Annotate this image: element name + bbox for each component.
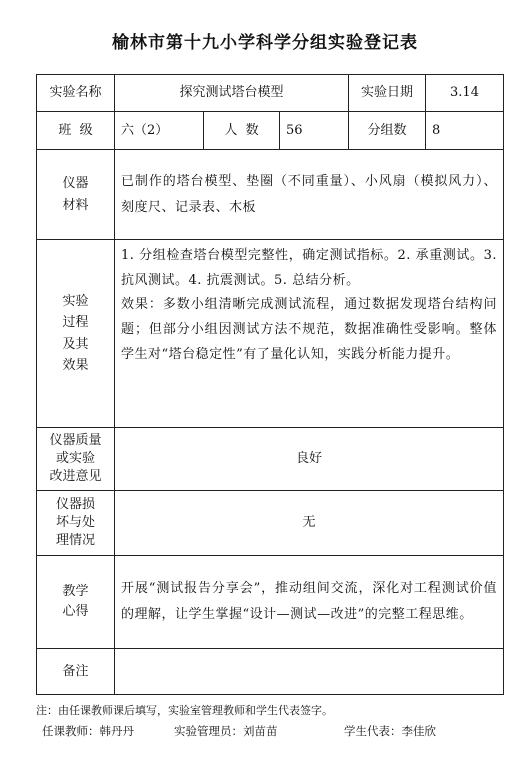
process-label-line1: 实验	[62, 293, 89, 309]
process-effect: 效果：多数小组清晰完成测试流程，通过数据发现塔台结构问题；但部分小组因测试方法不规范，数据准确性受影响。整体学生对“塔台稳定性”有了量化认知，实践分析能力提升。	[121, 297, 498, 362]
damage-value: 无	[115, 491, 504, 556]
remarks-label: 备注	[37, 649, 115, 695]
registration-table	[36, 74, 504, 695]
process-label-line3: 及其	[62, 336, 89, 352]
remarks-value	[115, 649, 504, 695]
materials-label	[37, 150, 115, 240]
manager-signature: 实验管理员：刘苗苗	[174, 724, 278, 738]
row-quality	[37, 428, 504, 491]
row-damage	[37, 491, 504, 556]
quality-label	[37, 428, 115, 491]
quality-value: 良好	[115, 428, 504, 491]
teacher-signature: 任课教师：韩丹丹	[42, 724, 134, 738]
damage-label	[37, 491, 115, 556]
people-label: 人 数	[204, 112, 280, 150]
experiment-name-label: 实验名称	[37, 75, 115, 112]
process-steps: 1. 分组检查塔台模型完整性，确定测试指标。2. 承重测试。3. 抗风测试。4. 抗震测试。5. 总结分析。	[121, 248, 498, 288]
process-label-line4: 效果	[62, 357, 89, 373]
groups-value: 8	[426, 112, 504, 150]
experiment-date-label: 实验日期	[349, 75, 426, 112]
damage-label-line1: 仪器损	[55, 496, 95, 512]
process-label	[37, 240, 115, 428]
class-value: 六（2）	[115, 112, 204, 150]
row-process	[37, 240, 504, 428]
people-value: 56	[280, 112, 349, 150]
materials-content: 已制作的塔台模型、垫圈（不同重量）、小风扇（模拟风力）、刻度尺、记录表、木板	[115, 150, 504, 240]
row-materials	[37, 150, 504, 240]
footer-note: 注：由任课教师课后填写，实验室管理教师和学生代表签字。	[36, 704, 333, 717]
quality-label-line3: 改进意见	[49, 469, 102, 485]
damage-label-line3: 理情况	[55, 533, 95, 549]
reflection-label-line2: 心得	[62, 604, 89, 619]
quality-label-line2: 或实验	[55, 450, 95, 466]
process-label-line2: 过程	[62, 315, 89, 331]
reflection-label-line1: 教学	[62, 583, 89, 599]
row-remarks	[37, 649, 504, 695]
reflection-content: 开展“测试报告分享会”，推动组间交流，深化对工程测试价值的理解，让学生掌握“设计—测试—改进”的完整工程思维。	[115, 556, 504, 649]
experiment-name-value: 探究测试塔台模型	[115, 75, 349, 112]
row-experiment-name	[37, 75, 504, 112]
reflection-label	[37, 556, 115, 649]
process-content	[115, 240, 504, 428]
row-reflection	[37, 556, 504, 649]
class-label: 班 级	[37, 112, 115, 150]
damage-label-line2: 坏与处	[55, 514, 95, 530]
groups-label: 分组数	[349, 112, 426, 150]
experiment-date-value: 3.14	[426, 75, 504, 112]
materials-label-line1: 仪器	[62, 176, 89, 192]
signature-line	[42, 723, 502, 739]
student-signature: 学生代表：李佳欣	[344, 724, 436, 738]
quality-label-line1: 仪器质量	[49, 432, 102, 448]
row-class-info	[37, 112, 504, 150]
materials-label-line2: 材料	[62, 197, 89, 213]
page-title: 榆林市第十九小学科学分组实验登记表	[112, 33, 418, 53]
